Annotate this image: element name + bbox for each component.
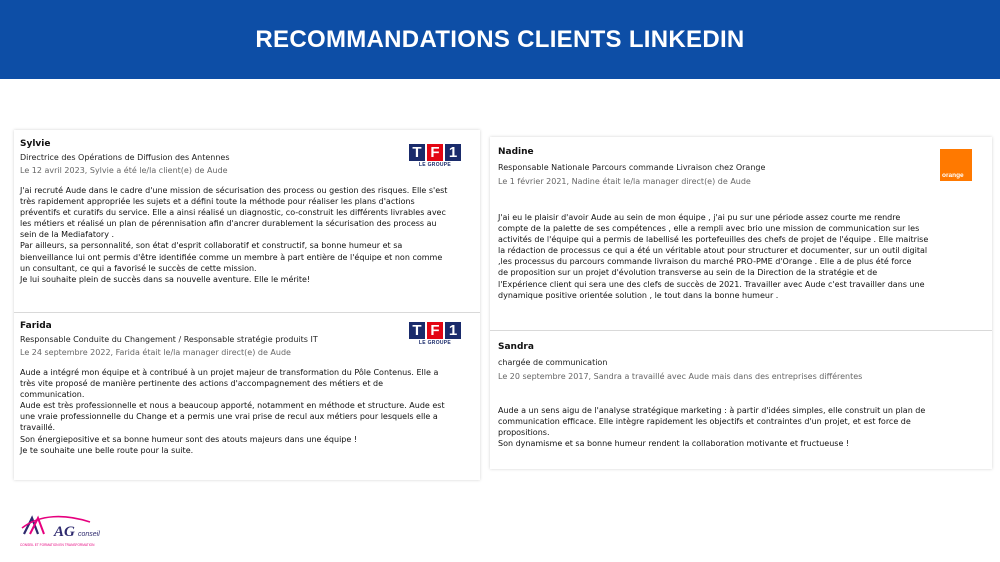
- orange-logo: [940, 149, 972, 181]
- recommender-role: Responsable Nationale Parcours commande Livraison chez Orange: [498, 163, 766, 172]
- ag-logo-tagline: CONSEIL ET FORMATION EN TRANSFORMATION: [20, 543, 95, 547]
- recommendation-card-nadine: [490, 137, 992, 327]
- recommender-name[interactable]: Sylvie: [20, 139, 51, 149]
- tf1-logo: [409, 322, 461, 350]
- card-divider: [14, 312, 480, 313]
- recommendation-card-sylvie: [14, 130, 480, 308]
- recommendation-card-farida: [14, 314, 480, 480]
- tf1-logo: [409, 144, 461, 172]
- recommendation-card-sandra: [490, 332, 992, 469]
- ag-conseil-logo-mark: [20, 512, 120, 554]
- recommender-name[interactable]: Nadine: [498, 147, 534, 157]
- recommender-role: Directrice des Opérations de Diffusion des Antennes: [20, 153, 230, 162]
- card-divider: [490, 330, 992, 331]
- ag-conseil-logo: [20, 512, 120, 554]
- tf1-subtitle: LE GROUPE: [418, 340, 452, 346]
- orange-logo-text: orange: [942, 172, 964, 179]
- page-title: RECOMMANDATIONS CLIENTS LINKEDIN: [255, 25, 745, 53]
- title-banner: [0, 0, 1000, 79]
- tf1-letter-t: T: [409, 144, 425, 161]
- recommendation-date: Le 12 avril 2023, Sylvie a été le/la client(e) de Aude: [20, 166, 228, 175]
- tf1-letter-f: F: [427, 144, 443, 161]
- recommendation-date: Le 1 février 2021, Nadine était le/la manager direct(e) de Aude: [498, 177, 751, 186]
- recommendation-text: J'ai recruté Aude dans le cadre d'une mission de sécurisation des process ou gestion des risques. Elle s'est très rapidement appropriée les sujets et a défini toute la méthode pour réaliser les plans d'actions préventifs et curatifs du service. Elle a ainsi réalisé un diagnostic, co-construit les différents livrables avec les métiers et réalisé un plan de pérennisation afin d'ancrer durablement la sécurisation des process au sein de la Mediafatory . Par ailleurs, sa personnalité, son état d'esprit collaboratif et constructif, sa bonne humeur et sa bienveillance lui ont permis d'être identifiée comme un membre à part entière de l'équipe et non comme un consultant, ce qui a favorisé le succès de cette mission. Je lui souhaite plein de succès dans sa nouvelle aventure. Elle le mérite!: [20, 186, 448, 284]
- tf1-subtitle: LE GROUPE: [418, 162, 452, 168]
- recommendation-date: Le 24 septembre 2022, Farida était le/la manager direct(e) de Aude: [20, 348, 291, 357]
- ag-logo-text: AG: [54, 524, 75, 540]
- recommender-name[interactable]: Sandra: [498, 342, 534, 352]
- recommendation-text: Aude a un sens aigu de l'analyse stratégique marketing : à partir d'idées simples, elle construit un plan de communication efficace. Elle intègre rapidement les objectifs et contraintes d'un projet, et est force de propositions. Son dynamisme et sa bonne humeur rendent la collaboration motivante et fructueuse !: [498, 406, 926, 449]
- recommendation-text: Aude a intégré mon équipe et à contribué à un projet majeur de transformation du Pôle Contenus. Elle a très vite proposé de manière pertinente des actions d'accompagnement des métiers et de communication. Aude est très professionnelle et nous a beaucoup apporté, notamment en méthode et structure. Aude est une vraie professionnelle du Change et a permis une vrai prise de recul aux métiers pour lesquels elle a travaillé. Son énergiepositive et sa bonne humeur sont des atouts majeurs dans une équipe ! Je te souhaite une belle route pour la suite.: [20, 368, 445, 455]
- tf1-letter-t: T: [409, 322, 425, 339]
- recommendation-text: J'ai eu le plaisir d'avoir Aude au sein de mon équipe , j'ai pu sur une période assez courte me rendre compte de la palette de ses compétences , elle a rempli avec brio une mission de communication sur les activités de l'équipe qui a permis de labellisé les portefeuilles des chefs de projet de l'équipe . Elle maitrise la rédaction de processus ce qui a été un véritable atout pour structurer et documenter, sur un outil digital ,les processus du parcours commande livraison du marché PRO-PME d'Orange . Elle a de plus été force de proposition sur un projet d'évolution transverse au sein de la Direction de la stratégie et de l'Expérience client qui sera une des clefs de succès de 2021. Travailler avec Aude c'est travailler dans une dynamique positive orientée solution , le tout dans la bonne humeur .: [498, 213, 929, 300]
- ag-logo-subtext: conseil: [78, 531, 100, 538]
- recommendation-date: Le 20 septembre 2017, Sandra a travaillé avec Aude mais dans des entreprises différentes: [498, 372, 863, 381]
- tf1-letter-1: 1: [445, 144, 461, 161]
- recommender-name[interactable]: Farida: [20, 321, 52, 331]
- recommender-role: chargée de communication: [498, 358, 608, 367]
- recommendations-panel-left: [14, 130, 480, 480]
- tf1-letter-f: F: [427, 322, 443, 339]
- recommendations-panel-right: [490, 137, 992, 469]
- recommender-role: Responsable Conduite du Changement / Responsable stratégie produits IT: [20, 335, 318, 344]
- tf1-letter-1: 1: [445, 322, 461, 339]
